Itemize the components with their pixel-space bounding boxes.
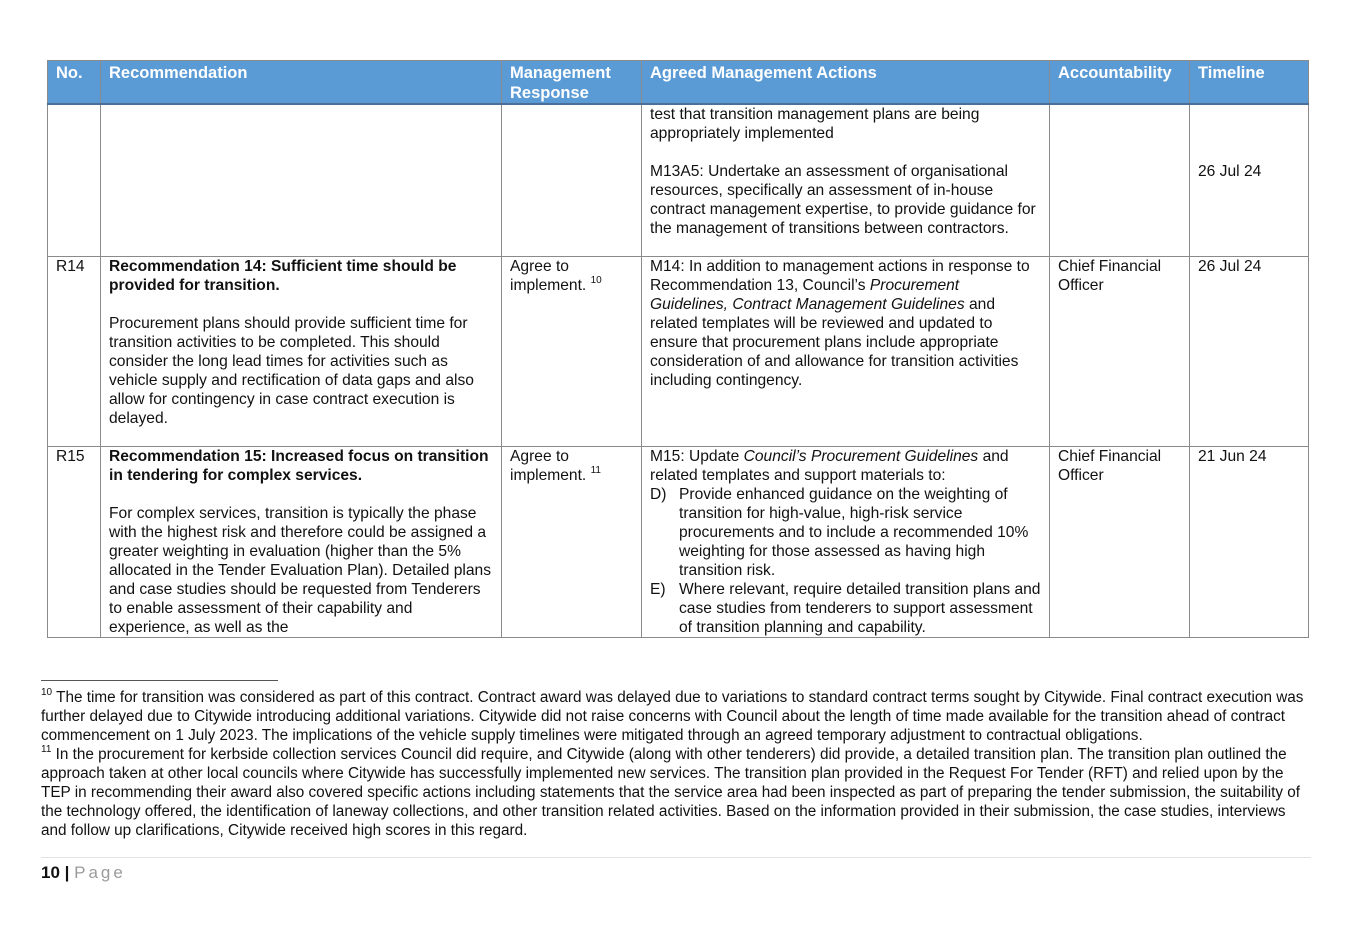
response-text: Agree to implement. xyxy=(510,257,587,294)
list-item xyxy=(650,485,1041,580)
cell-actions xyxy=(642,256,1050,446)
cell-actions xyxy=(642,104,1050,256)
cell-timeline xyxy=(1190,104,1309,256)
action-text: test that transition management plans are being appropriately implemented xyxy=(650,106,980,142)
cell-response xyxy=(502,446,642,637)
table-row xyxy=(48,104,1309,256)
action-text: M13A5: Undertake an assessment of organisational resources, specifically an assessment of in-house contract management expertise, to provide guidance for the management of transitions between contractors. xyxy=(650,163,1036,237)
header-management-response: Management Response xyxy=(502,61,642,105)
page-footer xyxy=(41,857,1311,883)
response-text: Agree to implement. xyxy=(510,447,587,484)
list-item-text: Where relevant, require detailed transition plans and case studies from tenderers to support assessment of transition planning and capability. xyxy=(679,580,1041,636)
footnote xyxy=(41,745,1311,840)
action-doc-title: Council’s Procurement Guidelines xyxy=(743,447,979,465)
accountability-text: Chief Financial Officer xyxy=(1050,446,1190,637)
list-marker: D) xyxy=(650,485,667,503)
footnote-text: In the procurement for kerbside collection services Council did require, and Citywide (along with other tenderers) did provide, a detailed transition plan. The transition plan outlined the approach taken at other local councils where Citywide has successfully implemented new services. The transition plan provided in the Request For Tender (RFT) and relied upon by the TEP in recommending their award also covered specific actions including statements that the service area had been inspected as part of preparing the tender submission, the suitability of the technology offered, the identification of laneway collections, and other transition related activities. Based on the information provided in their submission, the case studies, interviews and follow up clarifications, Citywide received high scores in this regard. xyxy=(41,746,1301,839)
cell-recommendation xyxy=(101,446,502,637)
accountability-text: Chief Financial Officer xyxy=(1050,256,1190,446)
recommendation-number: R15 xyxy=(48,446,101,637)
header-recommendation: Recommendation xyxy=(101,61,502,105)
header-accountability: Accountability xyxy=(1050,61,1190,105)
timeline-text: 26 Jul 24 xyxy=(1190,256,1309,446)
recommendation-body: For complex services, transition is typically the phase with the highest risk and therefore could be assigned a greater weighting in evaluation (higher than the 5% allocated in the Tender Evaluation Plan). Detailed plans and case studies should be requested from Tenderers to enable assessment of their capability and experience, as well as the xyxy=(109,504,492,636)
footnote-text: The time for transition was considered as part of this contract. Contract award was delayed due to variations to standard contract terms sought by Citywide. Final contract execution was further delayed due to Citywide introducing additional variations. Citywide did not raise concerns with Council about the length of time made available for the transition ahead of contract commencement on 1 July 2023. The implications of the vehicle supply timelines were mitigated through an agreed temporary adjustment to contractual obligations. xyxy=(41,689,1304,744)
page-label: Page xyxy=(74,863,126,882)
list-item-text: Provide enhanced guidance on the weighting of transition for high-value, high-risk service procurements and to include a recommended 10% weighting for those assessed as having high transition risk. xyxy=(679,485,1029,579)
action-text: and related templates will be reviewed and updated to ensure that procurement plans include appropriate consideration of and allowance for transition activities including contingency. xyxy=(650,295,1019,389)
action-doc-titles: Procurement Guidelines, Contract Management Guidelines xyxy=(650,276,965,313)
list-marker: E) xyxy=(650,580,666,598)
action-list xyxy=(650,485,1041,637)
footer-separator: | xyxy=(59,863,75,882)
recommendation-body: Procurement plans should provide sufficient time for transition activities to be completed. This should consider the long lead times for activities such as vehicle supply and rectification of data gaps and also allow for contingency in case contract execution is delayed. xyxy=(109,314,474,427)
action-text: M14: In addition to management actions in response to Recommendation 13, Council’s xyxy=(650,257,1030,294)
cell-recommendation xyxy=(101,104,502,256)
recommendation-title: Recommendation 15: Increased focus on transition in tendering for complex services. xyxy=(109,447,489,484)
cell-response xyxy=(502,256,642,446)
footnote-ref[interactable]: 11 xyxy=(590,464,601,476)
cell-actions xyxy=(642,446,1050,637)
header-agreed-actions: Agreed Management Actions xyxy=(642,61,1050,105)
footnotes xyxy=(41,688,1311,840)
recommendation-title: Recommendation 14: Sufficient time should be provided for transition. xyxy=(109,257,457,294)
page-number: 10 xyxy=(41,863,60,882)
footnote xyxy=(41,688,1311,745)
timeline-text: 21 Jun 24 xyxy=(1190,446,1309,637)
cell-accountability xyxy=(1050,104,1190,256)
action-text: and related templates and support materials to: xyxy=(650,447,1009,484)
cell-no xyxy=(48,104,101,256)
footnote-number: 11 xyxy=(41,744,52,755)
header-timeline: Timeline xyxy=(1190,61,1309,105)
cell-recommendation xyxy=(101,256,502,446)
footnote-ref[interactable]: 10 xyxy=(590,274,602,286)
footnote-separator xyxy=(41,680,278,681)
header-no: No. xyxy=(48,61,101,105)
table-row xyxy=(48,446,1309,637)
footnote-number: 10 xyxy=(41,687,53,698)
timeline-text: 26 Jul 24 xyxy=(1198,163,1262,180)
recommendation-number: R14 xyxy=(48,256,101,446)
recommendations-table xyxy=(47,60,1309,638)
table-row xyxy=(48,256,1309,446)
table-header-row xyxy=(48,61,1309,105)
cell-response xyxy=(502,104,642,256)
list-item xyxy=(650,580,1041,637)
action-text: M15: Update xyxy=(650,447,744,465)
